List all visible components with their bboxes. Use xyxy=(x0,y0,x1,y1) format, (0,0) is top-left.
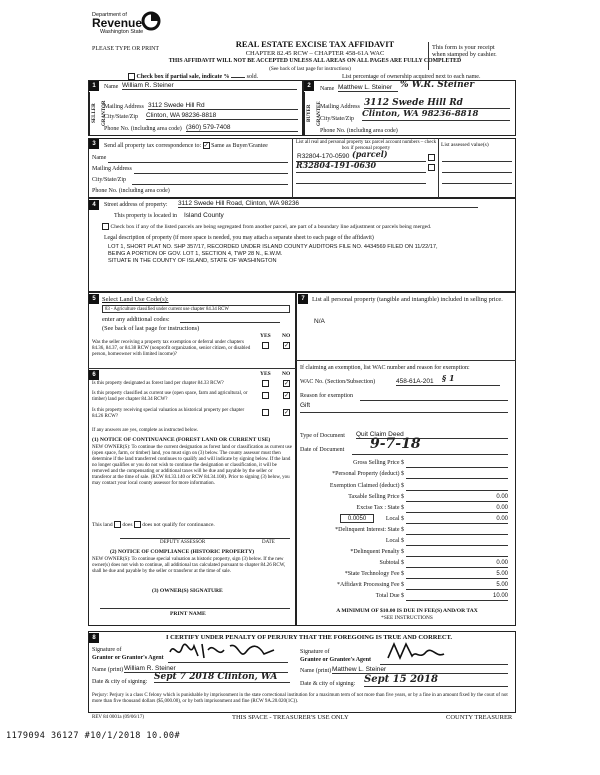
parcel-line-2 xyxy=(296,172,426,173)
personal-property-label: List all personal property (tangible and intangible) included in selling price. xyxy=(312,296,503,303)
corr-address-label: Mailing Address xyxy=(92,166,132,172)
receipt-divider xyxy=(428,42,429,70)
deputy-line xyxy=(120,538,290,539)
ownership-note: List percentage of ownership acquired next to each name. xyxy=(342,74,481,80)
grantor-sig-label-2: Grantor or Grantor's Agent xyxy=(92,655,164,661)
corr-address-line xyxy=(134,173,288,174)
logo-state: Washington State xyxy=(100,29,144,36)
form-title: REAL ESTATE EXCISE TAX AFFIDAVIT xyxy=(235,39,395,49)
seller-phone-label: Phone No. (including area code) xyxy=(104,126,182,132)
form-chapter: CHAPTER 82.45 RCW – CHAPTER 458-61A WAC xyxy=(245,50,385,57)
notice-2-title: (2) NOTICE OF COMPLIANCE (HISTORIC PROPERTY) xyxy=(110,549,255,555)
doc-date: 9-7-18 xyxy=(370,436,421,452)
q-current-use: Is this property classified as current use (open space, farm and agricultural, or timber) land per chapter 84.34 RCW? xyxy=(92,391,248,402)
minimum-note: A MINIMUM OF $10.00 IS DUE IN FEE(S) AND/OR TAX xyxy=(336,608,478,614)
q-exempt-yes[interactable] xyxy=(262,342,269,349)
legal-line-1: LOT 1, SHORT PLAT NO. SHP 357/17, RECORDED UNDER ISLAND COUNTY AUDITORS FILE NO. 4434569 FILED ON 11/22/17, xyxy=(108,244,438,250)
legal-line-2: BEING A PORTION OF GOV. LOT 1, SECTION 4, TWP 28 N., E.W.M. xyxy=(108,251,283,257)
logo-swirl-icon xyxy=(141,11,161,31)
personal-property-divider xyxy=(296,360,516,361)
land-use-select[interactable] xyxy=(102,305,290,313)
legal-line-3: SITUATE IN THE COUNTY OF ISLAND, STATE OF WASHINGTON xyxy=(108,258,277,264)
tax-row-label-delinq-local: Local $ xyxy=(385,538,404,544)
does-checkbox[interactable] xyxy=(114,521,121,528)
seller-name: William R. Steiner xyxy=(122,82,297,90)
owner-sig-label: (3) OWNER(S) SIGNATURE xyxy=(152,588,223,594)
tax-row-value-local: 0.00 xyxy=(496,516,508,522)
tax-row-label-personal: *Personal Property (deduct) $ xyxy=(332,471,404,477)
q-historic-no[interactable]: ✓ xyxy=(284,410,290,416)
tax-line-state xyxy=(406,512,508,513)
wac-hand: § 1 xyxy=(442,373,455,383)
legal-label: Legal description of property (if more space is needed, you may attach a separate sheet to each page of the affidavit) xyxy=(104,235,374,241)
grantor-sig-label-1: Signature of xyxy=(92,647,122,653)
corr-city-label: City/State/Zip xyxy=(92,177,126,183)
grantee-sig-label-1: Signature of xyxy=(300,649,330,655)
grantee-date-label: Date & city of signing: xyxy=(300,681,356,687)
sold-label: sold. xyxy=(246,73,259,80)
additional-codes: enter any additional codes: xyxy=(102,316,170,323)
seller-city: Clinton, WA 98236-8818 xyxy=(146,112,298,120)
assessed-line-1 xyxy=(442,161,512,162)
print-name-label: PRINT NAME xyxy=(170,611,206,617)
section-1-badge: 1 xyxy=(89,81,99,91)
located-label: This property is located in xyxy=(114,213,177,219)
logo-dept: Department of xyxy=(92,12,127,18)
grantee-name: Matthew L. Steiner xyxy=(332,666,508,674)
assessed-header: List assessed value(s) xyxy=(441,142,489,148)
land-use-label: Select Land Use Code(s): xyxy=(102,296,169,303)
parcel-1-checkbox[interactable] xyxy=(428,154,435,161)
seller-side-label: SELLER GRANTOR xyxy=(89,92,99,135)
notice-1-text: NEW OWNER(S): To continue the current designation as forest land or classification as current use (open space, farm, or timber) land, you must sign on (3) below. The county assessor must then determine if the land transferred continues to qualify and will indicate by signing below. If the land no longer qualifies or you do not wish to continue the designation or classification, it will be removed and the compensating or additional taxes will be due and payable by the seller or transferor at the time of sale. (RCW 84.33.140 or RCW 84.34.108). Prior to signing (3) below, you may contact your local county assessor for more information. xyxy=(92,445,292,486)
exemption-claim-label: If claiming an exemption, list WAC number and reason for exemption: xyxy=(300,365,470,371)
corr-name-label: Name xyxy=(92,155,107,161)
yes-header-1: YES xyxy=(260,333,271,339)
segregated-label: Check box if any of the listed parcels are being segregated from another parcel, are part of a boundary line adjustment or parcels being merged. xyxy=(110,223,432,230)
street-address: 3112 Swede Hill Road, Clinton, WA 98236 xyxy=(178,200,478,208)
doc-date-line xyxy=(352,454,508,455)
same-as-buyer-checkbox[interactable]: ✓ xyxy=(203,143,209,149)
q-forest-no[interactable]: ✓ xyxy=(284,381,290,387)
located-county: Island County xyxy=(184,212,224,219)
wac-value: 458-61A-201 xyxy=(396,378,500,386)
reason-line xyxy=(360,400,508,401)
seller-name-label: Name xyxy=(104,84,119,90)
tax-line-delinq-local xyxy=(406,545,508,546)
notice-1-title: (1) NOTICE OF CONTINUANCE (FOREST LAND OR CURRENT USE) xyxy=(92,437,271,443)
buyer-name: Matthew L. Steiner xyxy=(338,84,398,92)
does-label: does xyxy=(122,521,133,528)
tax-line-total xyxy=(406,600,508,601)
continuance-row xyxy=(92,521,215,528)
buyer-phone-label: Phone No. (including area code) xyxy=(320,128,398,134)
grantor-date-label: Date & city of signing: xyxy=(92,679,148,685)
grantee-sig-label-2: Grantee or Grantee's Agent xyxy=(300,657,372,663)
tax-row-value-subtotal: 0.00 xyxy=(496,560,508,566)
yes-header-2: YES xyxy=(260,371,271,377)
does-not-checkbox[interactable] xyxy=(134,521,141,528)
form-see-back: (See back of last page for instructions) xyxy=(269,66,351,72)
print-name-line xyxy=(100,608,290,609)
corr-city-line xyxy=(132,184,288,185)
reason-value: Gift xyxy=(300,402,311,409)
grantor-name-label: Name (print) xyxy=(92,667,124,673)
segregated-checkbox[interactable] xyxy=(102,223,109,230)
parcel-line-1 xyxy=(296,161,426,162)
tax-row-label-taxable: Taxable Selling Price $ xyxy=(348,494,404,500)
tax-line-delinq-state xyxy=(406,534,508,535)
tax-row-label-gross: Gross Selling Price $ xyxy=(353,460,404,466)
local-rate-box xyxy=(340,514,374,523)
assessed-line-2 xyxy=(442,172,512,173)
reason-label: Reason for exemption xyxy=(300,393,353,399)
tax-row-label-total: Total Due $ xyxy=(375,593,404,599)
see-instructions: *SEE INSTRUCTIONS xyxy=(381,615,433,621)
buyer-address-label: Mailing Address xyxy=(320,104,360,110)
type-note: PLEASE TYPE OR PRINT xyxy=(92,46,160,52)
tax-line-processing-fee xyxy=(406,589,508,590)
no-header-1: NO xyxy=(282,333,291,339)
segregated-row xyxy=(102,223,512,231)
buyer-side-label: BUYER GRANTEE xyxy=(304,92,314,135)
q-historic: Is this property receiving special valuation as historical property per chapter 84.26 RCW? xyxy=(92,408,245,419)
tax-row-label-local: Local $ xyxy=(385,516,404,522)
q-current-use-no[interactable]: ✓ xyxy=(284,393,290,399)
parcel-1: R32804-170-0590 xyxy=(297,153,350,160)
section-7-badge: 7 xyxy=(298,294,308,304)
buyer-address: 3112 Swede Hill Rd xyxy=(364,98,510,109)
tax-row-label-penalty: *Delinquent Penalty $ xyxy=(350,549,404,555)
tax-row-label-delinq-state: *Delinquent Interest: State $ xyxy=(335,527,404,533)
tax-line-tech-fee xyxy=(406,578,508,579)
no-header-2: NO xyxy=(282,371,291,377)
parcel-header: List all real and personal property tax parcel account numbers – check box if personal property xyxy=(295,140,437,151)
form-revision: REV 84 0001a (09/06/17) xyxy=(92,715,144,720)
buyer-name-label: Name xyxy=(320,86,335,92)
buyer-city: Clinton, WA 98236-8818 xyxy=(362,110,510,121)
tax-line-penalty xyxy=(406,556,508,557)
buyer-city-label: City/State/Zip xyxy=(320,116,354,122)
doc-date-label: Date of Document xyxy=(300,447,345,453)
q-forest: Is this property designated as forest land per chapter 84.33 RCW? xyxy=(92,381,224,386)
personal-property-value: N/A xyxy=(314,318,325,325)
same-as-buyer-label: Same as Buyer/Grantee xyxy=(211,142,268,149)
tax-line-gross xyxy=(406,467,508,468)
parcel-2: R32804-191-0630 xyxy=(296,160,377,170)
section-3-badge: 3 xyxy=(89,139,99,149)
form-warning: THIS AFFIDAVIT WILL NOT BE ACCEPTED UNLESS ALL AREAS ON ALL PAGES ARE FULLY COMPLETED xyxy=(168,58,462,64)
certify-statement: I CERTIFY UNDER PENALTY OF PERJURY THAT THE FOREGOING IS TRUE AND CORRECT. xyxy=(166,634,453,641)
q-historic-yes[interactable] xyxy=(262,409,269,416)
seller-city-label: City/State/Zip xyxy=(104,114,138,120)
tax-row-label-tech-fee: *State Technology Fee $ xyxy=(344,571,404,577)
tax-row-value-taxable: 0.00 xyxy=(496,494,508,500)
send-correspondence xyxy=(104,142,268,150)
parcel-line-3 xyxy=(296,183,426,184)
logo-revenue: Revenue xyxy=(92,16,143,31)
send-label: Send all property tax correspondence to: xyxy=(104,142,202,149)
tax-row-value-processing-fee: 5.00 xyxy=(496,582,508,588)
parcel-1-note: (parcel) xyxy=(352,149,388,159)
doc-type: Quit Claim Deed xyxy=(356,431,508,439)
section-8-badge: 8 xyxy=(89,633,99,643)
wac-label: WAC No. (Section/Subsection) xyxy=(300,379,376,385)
notice-2-text: NEW OWNER(S): To continue special valuation as historic property, sign (3) below. If the new owner(s) does not wish to continue, all additional tax calculated pursuant to chapter 84.26 RCW, shall be due and payable by the seller or transferor at the time of sale. xyxy=(92,557,286,574)
q-exempt: Was the seller receiving a property tax exemption or deferral under chapters 84.36, 84.37, or 84.38 RCW (nonprofit organization, senior citizen, or disabled person, homeowner with limited income)? xyxy=(92,340,251,357)
seller-phone: (360) 579-7408 xyxy=(186,124,298,132)
corr-divider xyxy=(292,138,293,198)
seller-address: 3112 Swede Hill Rd xyxy=(148,102,298,110)
tax-line-personal xyxy=(406,478,508,479)
street-label: Street address of property: xyxy=(104,202,168,208)
tax-line-taxable xyxy=(406,501,508,502)
section-2-badge: 2 xyxy=(304,81,314,91)
grantee-signature xyxy=(386,640,446,664)
this-land-label: This land xyxy=(92,521,113,528)
seller-address-label: Mailing Address xyxy=(104,104,144,110)
tax-line-exemption xyxy=(406,490,508,491)
q-exempt-no[interactable]: ✓ xyxy=(284,343,290,349)
county-treasurer: COUNTY TREASURER xyxy=(446,714,513,721)
land-use-selected: 83 - Agriculture classified under current use chapter 84.34 RCW xyxy=(105,307,229,312)
grantee-date: Sept 15 2018 xyxy=(364,674,508,687)
partial-sale-label: Check box if partial sale, indicate % xyxy=(136,73,230,80)
tax-row-label-subtotal: Subtotal $ xyxy=(379,560,404,566)
corr-name-line xyxy=(108,162,288,163)
receipt-note-1: This form is your receipt xyxy=(432,44,495,51)
land-use-see-back: (See back of last page for instructions) xyxy=(102,325,200,332)
grantor-name: William R. Steiner xyxy=(124,665,288,673)
buyer-ownership-handwritten: % W.R. Steiner xyxy=(400,80,475,90)
does-not-label: does not xyxy=(142,521,161,528)
grantee-sig-line xyxy=(380,664,508,665)
deputy-label: DEPUTY ASSESSOR xyxy=(160,540,206,545)
reason-line-2 xyxy=(300,412,508,413)
section-6-badge: 6 xyxy=(89,370,99,380)
q-forest-yes[interactable] xyxy=(262,380,269,387)
q-current-use-yes[interactable] xyxy=(262,392,269,399)
tax-row-value-total: 10.00 xyxy=(492,593,508,599)
if-yes: If any answers are yes, complete as instructed below. xyxy=(92,428,199,433)
assessed-divider xyxy=(438,138,439,198)
receipt-note-2: when stamped by cashier. xyxy=(432,51,497,58)
local-rate: 0.0050 xyxy=(347,516,367,522)
grantor-signature xyxy=(168,640,278,662)
grantor-date: Sept 7 2018 Clinton, WA xyxy=(154,672,290,683)
partial-sale-checkbox[interactable] xyxy=(128,73,135,80)
tax-row-label-exemption: Exemption Claimed (deduct) $ xyxy=(329,483,404,489)
recording-stamp: 1179094 36127 #10/1/2018 10.00# xyxy=(6,731,181,741)
grantee-name-label: Name (print) xyxy=(300,668,332,674)
corr-phone-label: Phone No. (including area code) xyxy=(92,188,170,194)
additional-codes-line xyxy=(180,322,280,323)
tax-line-subtotal xyxy=(406,567,508,568)
perjury-note: Perjury: Perjury is a class C felony which is punishable by imprisonment in the state correctional institution for a maximum term of not more than five years, or by a fine in an amount fixed by the court of not more than five thousand dollars ($5,000.00), or by both imprisonment and fine (RCW 9A.20.020(1C)). xyxy=(92,693,508,705)
tax-row-value-tech-fee: 5.00 xyxy=(496,571,508,577)
assessed-line-3 xyxy=(442,183,512,184)
qualify-label: qualify for continuance. xyxy=(162,521,215,528)
treasurer-space: THIS SPACE - TREASURER'S USE ONLY xyxy=(232,714,349,721)
section6-top-line xyxy=(88,368,296,369)
tax-line-local xyxy=(406,523,508,524)
doc-type-label: Type of Document xyxy=(300,433,345,439)
section-4-badge: 4 xyxy=(89,200,99,210)
tax-row-label-processing-fee: *Affidavit Processing Fee $ xyxy=(336,582,404,588)
parcel-2-checkbox[interactable] xyxy=(428,164,435,171)
deputy-date-label: DATE xyxy=(262,540,275,545)
tax-row-value-state: 0.00 xyxy=(496,505,508,511)
tax-row-label-state: Excise Tax : State $ xyxy=(356,505,404,511)
section-5-badge: 5 xyxy=(89,294,99,304)
grantor-sig-line xyxy=(168,662,288,663)
